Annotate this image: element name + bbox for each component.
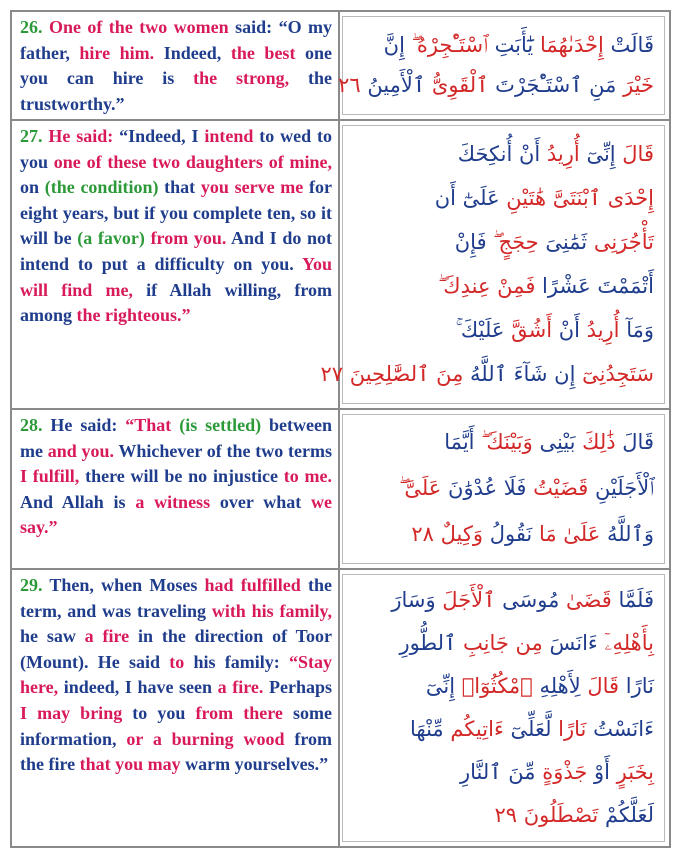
arabic-segment: ٱسْتَـْٔجَرْتَ (488, 73, 583, 97)
translation-segment: we say.” (20, 491, 332, 538)
english-translation (12, 12, 340, 119)
arabic-segment: بِخَبَرٍ (610, 760, 654, 784)
arabic-segment: لِأَهْلِهِ (532, 674, 581, 698)
translation-segment: some information, (20, 702, 332, 749)
translation-segment: or a burning wood (116, 728, 285, 749)
arabic-segment: ٱلْأَجَلَ (435, 588, 496, 612)
arabic-segment: قَضَيْتُ (526, 476, 589, 500)
arabic-text (338, 16, 665, 115)
arabic-segment: ٱلْقَوِىُّ (425, 73, 489, 97)
translation-segment: “Stay here, (20, 651, 332, 698)
translation-segment: “That (117, 415, 172, 435)
arabic-segment: أَشُقَّ (504, 318, 553, 342)
translation-segment: Then, when Moses (42, 575, 198, 595)
translation-segment: the term, and was traveling (20, 575, 332, 621)
arabic-segment: فَلَا عُدْوَٰنَ (441, 476, 527, 500)
arabic-segment: إِنِّىٓ (425, 674, 456, 698)
arabic-segment: لَعَلَّكُمْ (598, 803, 654, 827)
arabic-line (353, 419, 654, 465)
translation-segment: for eight years, but if you complete ten, so it will be (20, 177, 332, 249)
arabic-segment: تَصْطَلُونَ (517, 803, 599, 827)
arabic-segment: نَارًا (619, 674, 654, 698)
arabic-segment: وَبَيْنَكَ (481, 430, 533, 454)
translation-segment: warm yourselves.” (180, 754, 329, 775)
arabic-segment: فَلَمَّا (611, 588, 654, 612)
arabic-segment: تَأْجُرَنِى (587, 230, 654, 254)
arabic-segment: وَٱللَّهُ (600, 522, 654, 546)
translation-segment: (is settled) (171, 415, 262, 435)
translation-segment: (the condition) (39, 177, 159, 198)
verse-number: 26. (20, 17, 43, 37)
arabic-segment: إِحْدَى (601, 186, 654, 210)
arabic-segment: مُوسَى (495, 588, 560, 612)
arabic-segment: ٢٨ (411, 522, 434, 546)
arabic-line (353, 751, 654, 794)
arabic-segment: سَتَجِدُنِىٓ (575, 362, 654, 386)
arabic-segment: إِن شَآءَ ٱللَّهُ (463, 362, 576, 386)
verse-number: 28. (20, 415, 43, 435)
arabic-line (353, 708, 654, 751)
verse-row-27 (12, 121, 669, 410)
translation-segment: One of the two women (42, 17, 229, 37)
translation-segment: I fulfill, (20, 466, 80, 487)
translation-segment: had fulfilled (197, 575, 301, 595)
arabic-segment: أَتْمَمْتَ (590, 274, 654, 298)
arabic-line (353, 132, 654, 176)
arabic-segment: قَضَىٰ (559, 588, 612, 612)
verse-table (10, 10, 671, 848)
arabic-segment: ءَانَسْتُ (586, 717, 654, 741)
translation-segment: Perhaps (263, 677, 333, 698)
arabic-segment: ٱلطُّورِ (399, 631, 457, 655)
arabic-segment: ٱلْأَمِينُ (360, 73, 426, 97)
arabic-segment: مِنَ ٱلصَّٰلِحِينَ (343, 362, 464, 386)
arabic-text (320, 125, 665, 404)
translation-segment: to you (122, 702, 186, 723)
translation-segment: He said: (42, 126, 114, 146)
translation-segment: “Indeed, I (113, 126, 199, 146)
translation-segment: Indeed, (154, 42, 222, 63)
translation-segment: said: (228, 17, 273, 37)
arabic-segment: ٢٦ (338, 73, 361, 97)
translation-segment: a fire. (212, 677, 264, 698)
arabic-segment: ثَمَٰنِىَ (538, 230, 588, 254)
arabic-segment: وَسَارَ (391, 588, 436, 612)
arabic-segment: ءَانَسَ (542, 631, 598, 655)
translation-segment: that (158, 177, 196, 198)
arabic-segment: عَشْرًا (535, 274, 591, 298)
arabic-line (353, 665, 654, 708)
arabic-segment: عَلَىَّ ۖ (399, 476, 442, 500)
english-translation (12, 121, 340, 408)
arabic-segment: بِأَهْلِهِۦٓ (597, 631, 654, 655)
translation-segment: on (20, 177, 40, 198)
arabic-segment: عَلَيْكَ ۚ (455, 318, 505, 342)
arabic-segment: نَارًا (551, 717, 587, 741)
translation-segment: the best (221, 42, 296, 63)
arabic-segment: فَمِنْ عِندِكَ (438, 274, 536, 298)
verse-row-29 (12, 570, 669, 846)
verse-number: 29. (20, 575, 43, 595)
english-translation (12, 410, 340, 568)
translation-segment: And Allah is (20, 491, 126, 512)
translation-segment: he saw (20, 626, 76, 647)
arabic-segment: قَالَ (580, 674, 620, 698)
translation-segment: You will find me, (20, 253, 332, 300)
arabic-segment: إِنِّىٓ (579, 142, 616, 166)
translation-segment: the strong, (174, 68, 290, 89)
arabic-segment: ٢٩ (494, 803, 518, 827)
arabic-segment: وَمَآ (619, 318, 654, 342)
translation-segment: to (160, 651, 185, 672)
translation-segment: from you. (144, 228, 227, 249)
translation-segment: in the direction of Toor (Mount). He said (20, 626, 332, 672)
arabic-segment: ۖ أَيَّمَا (444, 430, 482, 454)
translation-segment: (a favor) (71, 228, 145, 249)
arabic-segment: مِّنَ ٱلنَّارِ (460, 760, 536, 784)
arabic-segment: عَلَىٰ مَا (532, 522, 601, 546)
arabic-line (353, 794, 654, 837)
verse-row-26 (12, 12, 669, 121)
translation-segment: from there (185, 702, 283, 723)
verse-number: 27. (20, 126, 43, 146)
translation-segment: hire him. (69, 42, 155, 63)
translation-segment: intend (198, 126, 254, 146)
translation-segment: with his family, (205, 600, 332, 621)
arabic-segment: ٱسْتَـْٔجِرْهُ (411, 33, 488, 57)
translation-segment: and you. (42, 440, 114, 461)
translation-segment: from the fire (20, 728, 332, 775)
arabic-segment: يَٰٓأَبَتِ (487, 33, 534, 57)
translation-segment: Whichever of the two terms (114, 440, 332, 461)
translation-segment: I may bring (20, 702, 123, 723)
arabic-line (353, 511, 654, 557)
arabic-line (353, 25, 654, 65)
arabic-segment: مِّنْهَا (410, 717, 444, 741)
arabic-line (353, 308, 654, 352)
arabic-segment: قَالَ (615, 142, 654, 166)
arabic-segment: إِحْدَىٰهُمَا (533, 33, 604, 57)
translation-segment: the trustworthy.” (20, 68, 333, 114)
translation-segment: indeed, I have seen (58, 677, 213, 698)
arabic-line (353, 220, 654, 264)
translation-segment: the righteous.” (72, 305, 191, 326)
translation-segment: a witness (125, 491, 211, 512)
translation-segment: that you may (75, 754, 181, 775)
arabic-segment: ۖ فَإِنْ (454, 230, 494, 254)
arabic-segment: أَنْ (512, 142, 541, 166)
translation-segment: between me (20, 415, 332, 461)
arabic-segment: أُرِيدُ (540, 142, 580, 166)
translation-segment: there will be no injustice (79, 466, 278, 487)
arabic-segment: مِن جَانِبِ (456, 631, 543, 655)
arabic-segment: أُرِيدُ (580, 318, 620, 342)
arabic-segment: ٢٧ (320, 362, 344, 386)
arabic-segment: ذَٰلِكَ (575, 430, 616, 454)
arabic-segment: قَالَ (615, 430, 654, 454)
arabic-line (320, 352, 654, 396)
translation-segment: his family: (184, 651, 280, 672)
translation-segment: one you can hire is (20, 42, 333, 89)
translation-segment: to me. (277, 466, 333, 487)
arabic-segment: نَقُولُ (483, 522, 533, 546)
translation-segment: over what (210, 491, 302, 512)
arabic-line (338, 65, 654, 105)
arabic-segment: أَوْ (587, 760, 610, 784)
arabic-segment: ٱمْكُثُوٓا۟ (455, 674, 533, 698)
arabic-segment: وَكِيلٌ (433, 522, 484, 546)
arabic-segment: قَالَتْ (603, 33, 654, 57)
arabic-segment: ءَاتِيكُم (443, 717, 504, 741)
arabic-segment: جَذْوَةٍ (535, 760, 588, 784)
translation-segment: one of these two daughters of mine, (48, 151, 332, 172)
translation-segment: “O my father, (20, 17, 332, 63)
arabic-segment: حِجَجٍ (493, 230, 539, 254)
english-translation (12, 570, 340, 846)
arabic-segment: ۖ إِنَّ (383, 33, 412, 57)
verse-row-28 (12, 410, 669, 570)
arabic-segment: لَّعَلِّىٓ (503, 717, 552, 741)
arabic-segment: خَيْرَ (616, 73, 654, 97)
arabic-text (342, 414, 665, 564)
arabic-line (353, 579, 654, 622)
translation-segment: He said: (42, 415, 118, 435)
arabic-segment: ٱبْنَتَىَّ هَٰتَيْنِ (499, 186, 602, 210)
translation-segment: if Allah willing, from among (20, 279, 332, 326)
arabic-line (353, 465, 654, 511)
arabic-line (353, 622, 654, 665)
arabic-segment: بَيْنِى (532, 430, 576, 454)
arabic-segment: أَنْ (552, 318, 580, 342)
arabic-segment: مَنِ (582, 73, 617, 97)
translation-segment: And I do not intend to put a difficulty on you. (20, 228, 332, 274)
arabic-line (353, 176, 654, 220)
arabic-segment: ٱلْأَجَلَيْنِ (588, 476, 654, 500)
translation-segment: you serve me (195, 177, 304, 198)
arabic-segment: أُنكِحَكَ (457, 142, 513, 166)
arabic-text (342, 574, 665, 842)
translation-segment: to wed to you (20, 126, 332, 172)
arabic-segment: عَلَىٰٓ أَن (434, 186, 500, 210)
translation-segment: a fire (75, 626, 130, 647)
arabic-line (353, 264, 654, 308)
